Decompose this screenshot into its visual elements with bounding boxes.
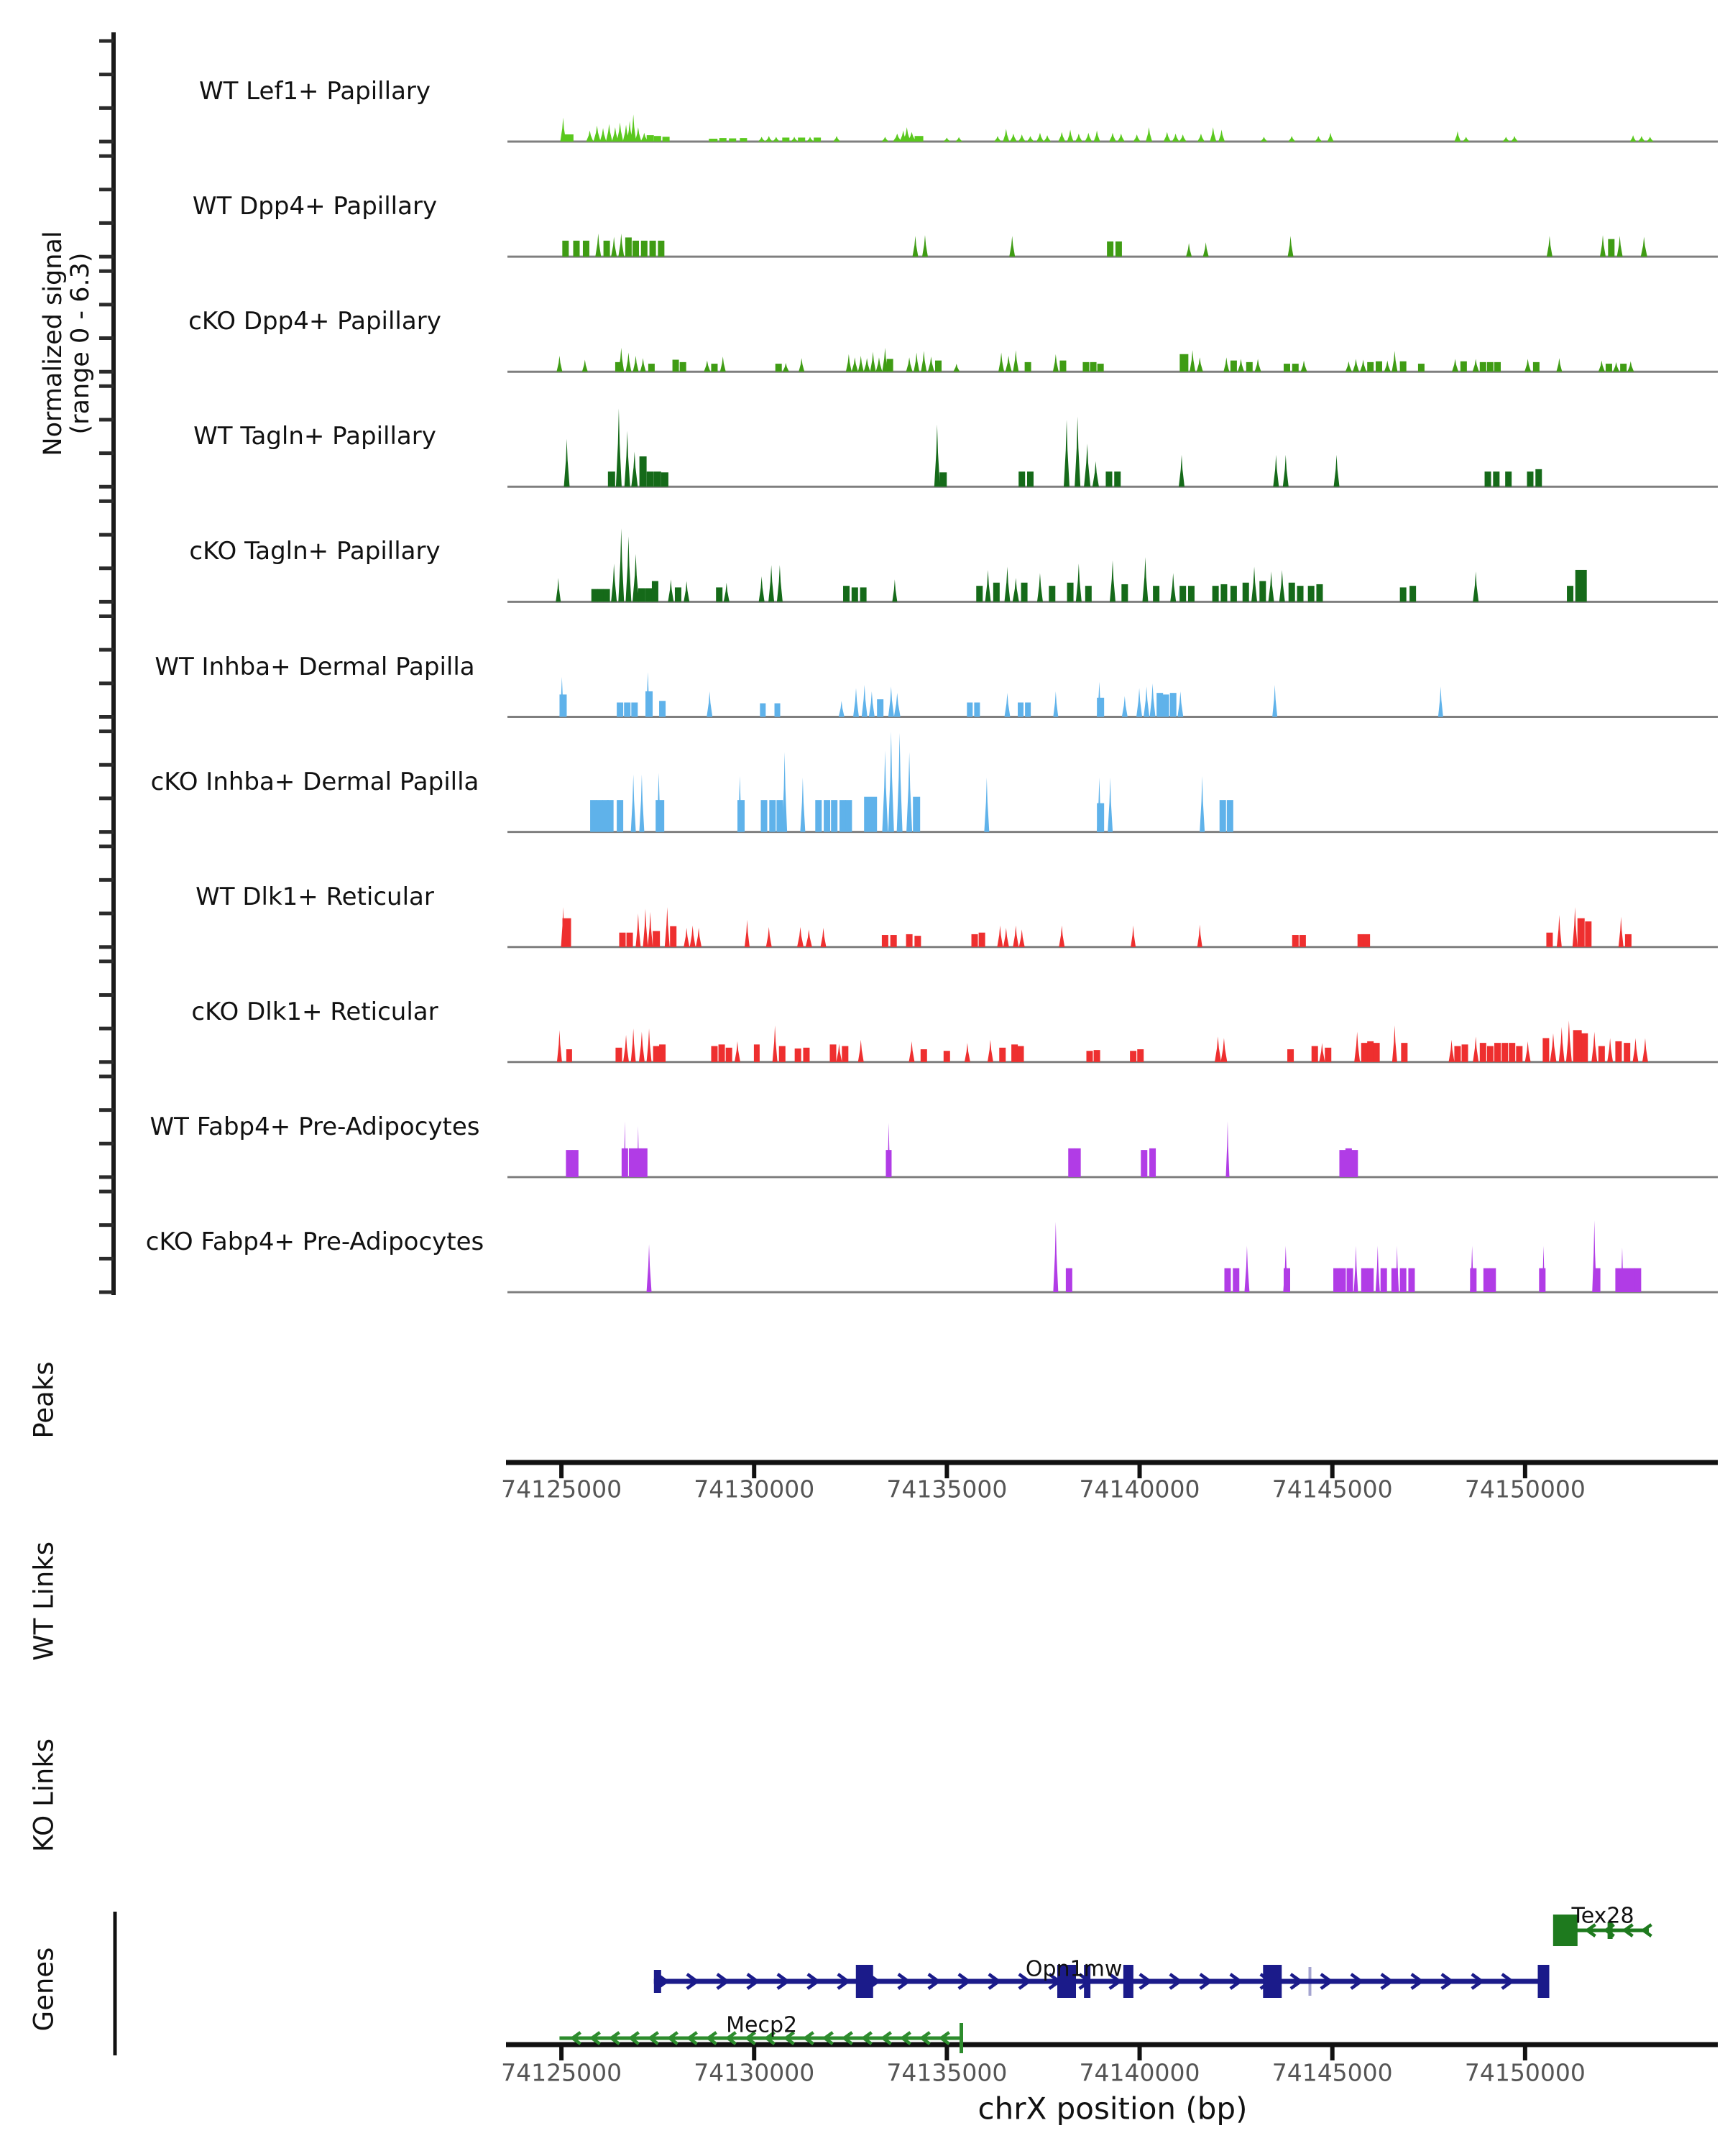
x-axis-tick-label-bottom-5: 74150000 [1464, 2058, 1586, 2087]
track-signal-8 [561, 907, 1631, 947]
x-axis-tick-label-bottom-0: 74125000 [501, 2058, 622, 2087]
x-axis-tick-label-bottom-2: 74135000 [886, 2058, 1008, 2087]
x-axis-tick-label-bottom-3: 74140000 [1079, 2058, 1200, 2087]
track-label-4: WT Tagln+ Papillary [193, 422, 436, 451]
gene-label-Tex28: Tex28 [1571, 1903, 1634, 1929]
track-signal-2 [562, 234, 1647, 257]
x-axis-tick-label-bottom-4: 74145000 [1271, 2058, 1393, 2087]
x-axis-tick-label-mid-1: 74130000 [694, 1475, 815, 1503]
gene-label-Opn1mw: Opn1mw [1025, 1956, 1123, 1982]
section-label-genes: Genes [28, 1947, 60, 2032]
track-label-6: WT Inhba+ Dermal Papilla [155, 652, 475, 681]
section-label-peaks: Peaks [28, 1361, 60, 1439]
track-signal-10 [566, 1121, 1358, 1177]
x-axis-tick-label-mid-3: 74140000 [1079, 1475, 1200, 1503]
track-signal-9 [557, 1021, 1648, 1062]
x-axis-tick-label-bottom-1: 74130000 [694, 2058, 815, 2087]
track-signal-4 [564, 408, 1542, 487]
track-signal-5 [556, 528, 1586, 602]
x-axis-tick-label-mid-0: 74125000 [501, 1475, 622, 1503]
track-label-3: cKO Dpp4+ Papillary [188, 307, 441, 336]
track-label-10: WT Fabp4+ Pre-Adipocytes [150, 1112, 480, 1141]
track-label-11: cKO Fabp4+ Pre-Adipocytes [145, 1227, 484, 1256]
track-signal-6 [559, 672, 1443, 717]
track-signal-1 [560, 114, 1653, 142]
section-label-wt-links: WT Links [28, 1542, 60, 1661]
track-label-5: cKO Tagln+ Papillary [189, 537, 441, 566]
track-label-2: WT Dpp4+ Papillary [192, 192, 438, 221]
track-label-8: WT Dlk1+ Reticular [196, 882, 434, 911]
x-axis-title: chrX position (bp) [978, 2091, 1248, 2127]
section-label-ko-links: KO Links [28, 1738, 60, 1853]
x-axis-tick-label-mid-4: 74145000 [1271, 1475, 1393, 1503]
y-axis-label-line2: (range 0 - 6.3) [66, 252, 95, 435]
track-signal-3 [556, 348, 1634, 372]
track-label-7: cKO Inhba+ Dermal Papilla [150, 767, 479, 796]
track-label-1: WT Lef1+ Papillary [198, 77, 431, 106]
track-signal-11 [647, 1220, 1642, 1292]
x-axis-tick-label-mid-2: 74135000 [886, 1475, 1008, 1503]
y-axis-label-line1: Normalized signal [39, 231, 68, 456]
track-signal-7 [590, 732, 1233, 832]
x-axis-tick-label-mid-5: 74150000 [1464, 1475, 1586, 1503]
track-label-9: cKO Dlk1+ Reticular [191, 997, 438, 1026]
gene-label-Mecp2: Mecp2 [726, 2012, 798, 2038]
